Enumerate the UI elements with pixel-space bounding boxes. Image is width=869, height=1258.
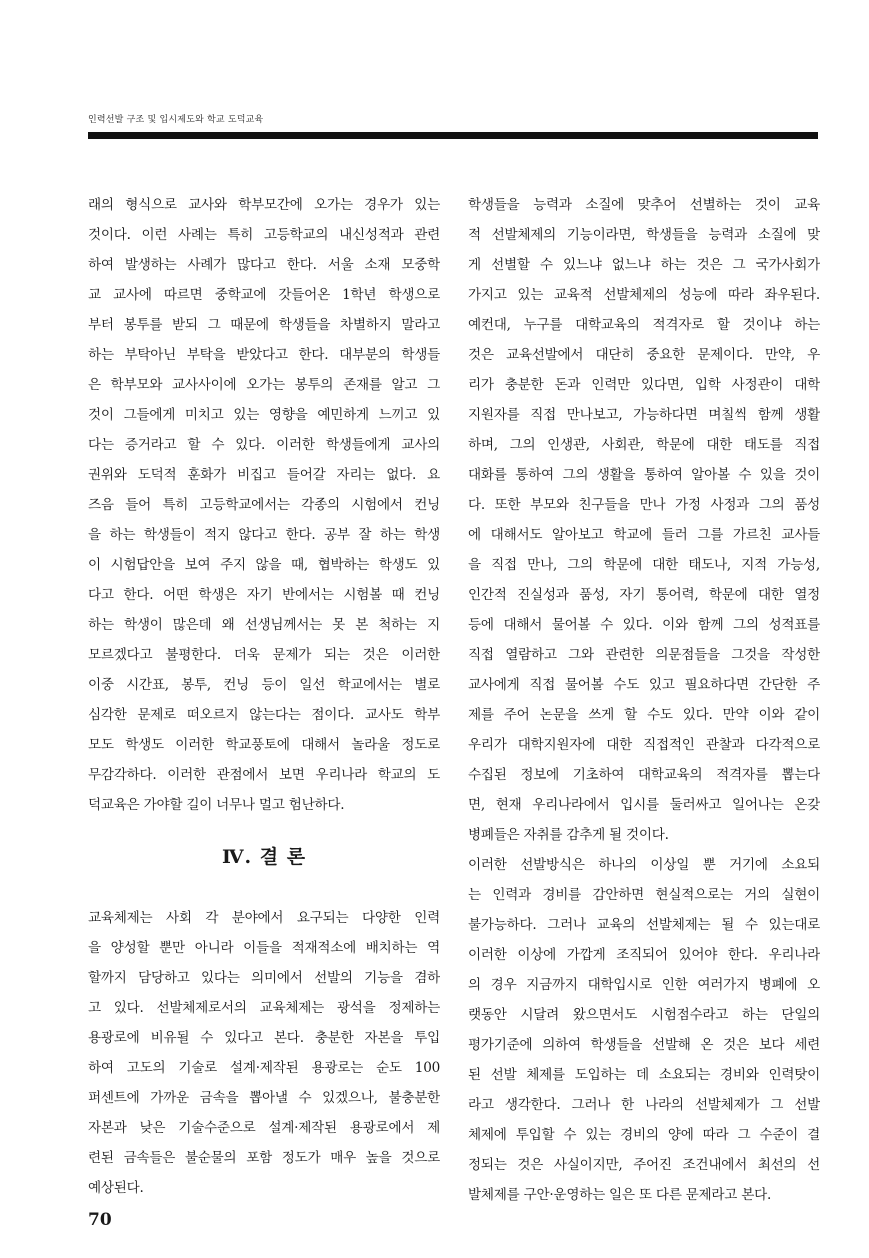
text-line: 이중 시간표, 봉투, 컨닝 등이 일선 학교에서는 별로 xyxy=(88,677,440,693)
text-line: 다. 또한 부모와 친구들을 만나 가정 사정과 그의 품성 xyxy=(468,497,820,513)
text-line: 자본과 낮은 기술수준으로 설계·제작된 용광로에서 제 xyxy=(88,1120,440,1136)
text-line: 덕교육은 가야할 길이 너무나 멀고 험난하다. xyxy=(88,797,345,813)
text-line: 것은 교육선발에서 대단히 중요한 문제이다. 만약, 우 xyxy=(468,347,820,363)
text-line: 리가 충분한 돈과 인력만 있다면, 입학 사정관이 대학 xyxy=(468,377,820,393)
text-line: 하는 부탁아닌 부탁을 받았다고 한다. 대부분의 학생들 xyxy=(88,347,440,363)
text-line: 우리가 대학지원자에 대한 직접적인 관찰과 다각적으로 xyxy=(468,737,820,753)
text-line: 하는 학생이 많은데 왜 선생님께서는 못 본 척하는 지 xyxy=(88,617,440,633)
text-line: 발체제를 구안·운영하는 일은 또 다른 문제라고 본다. xyxy=(468,1187,772,1203)
text-line: 다는 증거라고 할 수 있다. 이러한 학생들에게 교사의 xyxy=(88,437,440,453)
text-line: 부터 봉투를 받되 그 때문에 학생들을 차별하지 말라고 xyxy=(88,317,440,333)
text-line: 랫동안 시달려 왔으면서도 시험점수라고 하는 단일의 xyxy=(468,1007,820,1023)
text-line: 을 양성할 뿐만 아니라 이들을 적재적소에 배치하는 역 xyxy=(88,940,440,956)
text-line: 대화를 통하여 그의 생활을 통하여 알아볼 수 있을 것이 xyxy=(468,467,820,483)
text-line: 것이다. 이런 사례는 특히 고등학교의 내신성적과 관련 xyxy=(88,227,440,243)
text-line: 된 선발 체제를 도입하는 데 소요되는 경비와 인력탓이 xyxy=(468,1067,820,1083)
header-rule xyxy=(88,132,818,139)
text-line: 을 하는 학생들이 적지 않다고 한다. 공부 잘 하는 학생 xyxy=(88,527,440,543)
running-header: 인력선발 구조 및 입시제도와 학교 도덕교육 xyxy=(88,115,264,125)
left-column-text-conclusion xyxy=(88,903,440,1203)
text-line: 이러한 이상에 가깝게 조직되어 있어야 한다. 우리나라 xyxy=(468,947,820,963)
text-line: 제를 주어 논문을 쓰게 할 수도 있다. 만약 이와 같이 xyxy=(468,707,820,723)
text-line: 면, 현재 우리나라에서 입시를 둘러싸고 일어나는 온갖 xyxy=(468,797,820,813)
text-line: 체제에 투입할 수 있는 경비의 양에 따라 그 수준이 결 xyxy=(468,1127,820,1143)
text-line: 모도 학생도 이러한 학교풍토에 대해서 놀라울 정도로 xyxy=(88,737,440,753)
text-line: 병폐들은 자취를 감추게 될 것이다. xyxy=(468,827,669,843)
text-line: 것이 그들에게 미치고 있는 영향을 예민하게 느끼고 있 xyxy=(88,407,440,423)
text-line: 학생들을 능력과 소질에 맞추어 선별하는 것이 교육 xyxy=(468,197,820,213)
text-line: 하며, 그의 인생관, 사회관, 학문에 대한 태도를 직접 xyxy=(468,437,820,453)
text-line: 의 경우 지금까지 대학입시로 인한 여러가지 병폐에 오 xyxy=(468,977,820,993)
text-line: 교 교사에 따르면 중학교에 갓들어온 1학년 학생으로 xyxy=(88,287,440,303)
text-line: 이러한 선발방식은 하나의 이상일 뿐 거기에 소요되 xyxy=(468,857,820,873)
text-line: 하여 발생하는 사례가 많다고 한다. 서울 소재 모중학 xyxy=(88,257,440,273)
text-line: 할까지 담당하고 있다는 의미에서 선발의 기능을 겸하 xyxy=(88,970,440,986)
section-heading: Ⅳ. 결 론 xyxy=(221,846,307,868)
text-line: 다고 한다. 어떤 학생은 자기 반에서는 시험볼 때 컨닝 xyxy=(88,587,440,603)
text-line: 모르겠다고 불평한다. 더욱 문제가 되는 것은 이러한 xyxy=(88,647,440,663)
left-column-text xyxy=(88,190,440,820)
text-line: 예컨대, 누구를 대학교육의 적격자로 할 것이냐 하는 xyxy=(468,317,820,333)
text-line: 평가기준에 의하여 학생들을 선발해 온 것은 보다 세련 xyxy=(468,1037,820,1053)
text-line: 직접 열람하고 그와 관련한 의문점들을 그것을 작성한 xyxy=(468,647,820,663)
text-line: 지원자를 직접 만나보고, 가능하다면 며칠씩 함께 생활 xyxy=(468,407,820,423)
text-line: 퍼센트에 가까운 금속을 뽑아낼 수 있겠으나, 불충분한 xyxy=(88,1090,440,1106)
text-line: 가지고 있는 교육적 선발체제의 성능에 따라 좌우된다. xyxy=(468,287,820,303)
text-line: 련된 금속들은 불순물의 포함 정도가 매우 높을 것으로 xyxy=(88,1150,440,1166)
text-line: 는 인력과 경비를 감안하면 현실적으로는 거의 실현이 xyxy=(468,887,820,903)
text-line: 고 있다. 선발체제로서의 교육체제는 광석을 정제하는 xyxy=(88,1000,440,1016)
text-line: 게 선별할 수 있느냐 없느냐 하는 것은 그 국가사회가 xyxy=(468,257,820,273)
text-line: 정되는 것은 사실이지만, 주어진 조건내에서 최선의 선 xyxy=(468,1157,820,1173)
text-line: 심각한 문제로 떠오르지 않는다는 점이다. 교사도 학부 xyxy=(88,707,440,723)
text-line: 등에 대해서 물어볼 수 있다. 이와 함께 그의 성적표를 xyxy=(468,617,820,633)
text-line: 예상된다. xyxy=(88,1180,144,1196)
text-line: 권위와 도덕적 훈화가 비집고 들어갈 자리는 없다. 요 xyxy=(88,467,440,483)
page-number: 70 xyxy=(88,1210,112,1230)
text-line: 하여 고도의 기술로 설계·제작된 용광로는 순도 100 xyxy=(88,1060,440,1076)
text-line: 적 선발체제의 기능이라면, 학생들을 능력과 소질에 맞 xyxy=(468,227,820,243)
right-column-text xyxy=(468,190,820,1210)
text-line: 불가능하다. 그러나 교육의 선발체제는 될 수 있는대로 xyxy=(468,917,820,933)
text-line: 라고 생각한다. 그러나 한 나라의 선발체제가 그 선발 xyxy=(468,1097,820,1113)
text-line: 이 시험답안을 보여 주지 않을 때, 협박하는 학생도 있 xyxy=(88,557,440,573)
text-line: 인간적 진실성과 품성, 자기 통어력, 학문에 대한 열정 xyxy=(468,587,820,603)
text-line: 교육체제는 사회 각 분야에서 요구되는 다양한 인력 xyxy=(88,910,440,926)
text-line: 용광로에 비유될 수 있다고 본다. 충분한 자본을 투입 xyxy=(88,1030,440,1046)
text-line: 교사에게 직접 물어볼 수도 있고 필요하다면 간단한 주 xyxy=(468,677,820,693)
text-line: 즈음 들어 특히 고등학교에서는 각종의 시험에서 컨닝 xyxy=(88,497,440,513)
text-line: 무감각하다. 이러한 관점에서 보면 우리나라 학교의 도 xyxy=(88,767,440,783)
text-line: 수집된 정보에 기초하여 대학교육의 적격자를 뽑는다 xyxy=(468,767,820,783)
text-line: 래의 형식으로 교사와 학부모간에 오가는 경우가 있는 xyxy=(88,197,440,213)
text-line: 을 직접 만나, 그의 학문에 대한 태도나, 지적 가능성, xyxy=(468,557,820,573)
text-line: 에 대해서도 알아보고 학교에 들러 그를 가르친 교사들 xyxy=(468,527,820,543)
text-line: 은 학부모와 교사사이에 오가는 봉투의 존재를 알고 그 xyxy=(88,377,440,393)
